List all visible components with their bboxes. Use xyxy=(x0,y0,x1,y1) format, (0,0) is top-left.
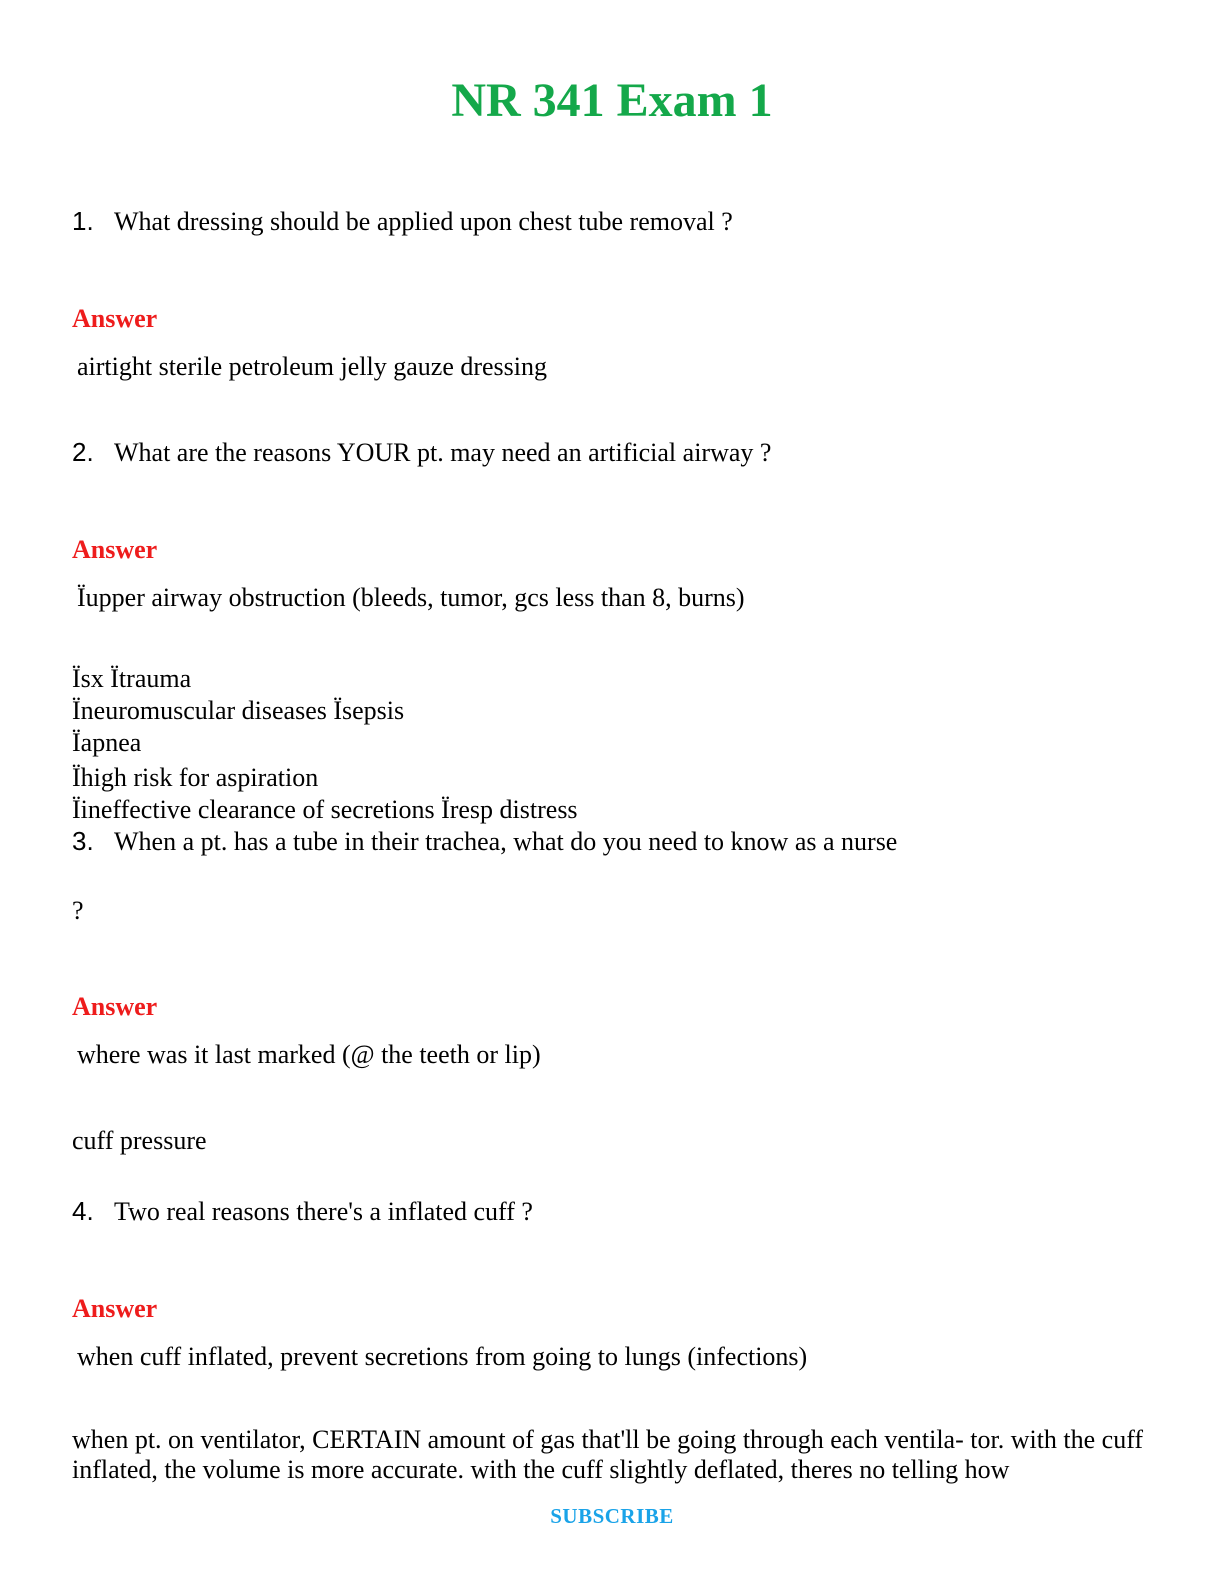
question-number: 3. xyxy=(72,826,94,856)
answer-4-paragraph: when pt. on ventilator, CERTAIN amount of gas that'll be going through each ventila- tor. with the cuff inflated, the volume is more accurate. with the cuff slightly deflated, theres no telling how xyxy=(72,1425,1144,1484)
question-number: 1. xyxy=(72,206,94,236)
subscribe-link[interactable]: SUBSCRIBE xyxy=(550,1504,674,1528)
question-4 xyxy=(72,1196,533,1227)
page-title: NR 341 Exam 1 xyxy=(451,74,773,127)
answer-1-line-1: airtight sterile petroleum jelly gauze dressing xyxy=(77,352,548,381)
question-text: What are the reasons YOUR pt. may need an artificial airway ? xyxy=(114,438,772,467)
question-number: 4. xyxy=(72,1196,94,1226)
question-1 xyxy=(72,206,733,237)
answer-2-line-3: Ïneuromuscular diseases Ïsepsis xyxy=(72,696,405,725)
answer-label-2: Answer xyxy=(72,535,158,564)
answer-2-line-1: Ïupper airway obstruction (bleeds, tumor, gcs less than 8, burns) xyxy=(77,583,745,612)
answer-label-4: Answer xyxy=(72,1294,158,1323)
question-text: When a pt. has a tube in their trachea, what do you need to know as a nurse xyxy=(114,827,898,856)
question-3 xyxy=(72,826,897,857)
answer-2-line-5: Ïhigh risk for aspiration xyxy=(72,763,319,792)
question-2 xyxy=(72,437,771,468)
answer-3-line-2: cuff pressure xyxy=(72,1126,207,1155)
answer-2-line-2: Ïsx Ïtrauma xyxy=(72,664,192,693)
answer-label-1: Answer xyxy=(72,304,158,333)
question-text: Two real reasons there's a inflated cuff ? xyxy=(114,1197,533,1226)
question-text: What dressing should be applied upon chest tube removal ? xyxy=(114,207,733,236)
question-3-continuation: ? xyxy=(72,896,84,925)
answer-4-line-1: when cuff inflated, prevent secretions from going to lungs (infections) xyxy=(77,1342,808,1371)
question-number: 2. xyxy=(72,437,94,467)
answer-3-line-1: where was it last marked (@ the teeth or lip) xyxy=(77,1040,541,1069)
answer-label-3: Answer xyxy=(72,992,158,1021)
answer-2-line-4: Ïapnea xyxy=(72,728,142,757)
answer-2-line-6: Ïineffective clearance of secretions Ïresp distress xyxy=(72,795,578,824)
